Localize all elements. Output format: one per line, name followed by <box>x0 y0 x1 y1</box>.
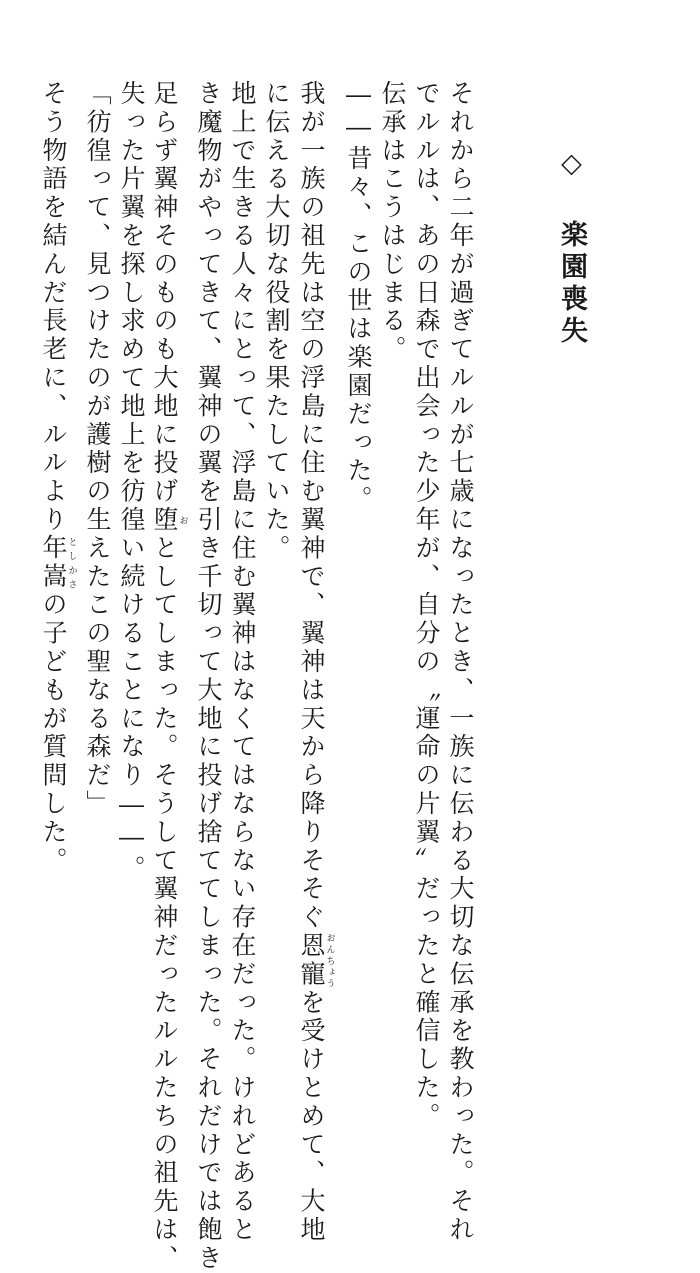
text-segment: を受けとめて、大地 <box>297 988 326 1245</box>
text-line-7: 地上で生きる人々にとって、浮島に住む翼神はなくてはならない存在だった。けれどあると <box>228 80 257 1245</box>
ruby-reading: おんちょう <box>324 932 335 989</box>
text-segment: 足らず翼神そのものも大地に投げ <box>150 80 179 506</box>
ruby-reading: お <box>177 506 188 535</box>
text-line-10: 失った片翼を探し求めて地上を彷徨い続けることになり――。 <box>117 80 146 884</box>
text-line-8: き魔物がやってきて、翼神の翼を引き千切って大地に投げ捨ててしまった。それだけでは飽き <box>194 80 223 1273</box>
text-line-6: に伝える大切な役割を果たしていた。 <box>262 80 291 563</box>
text-segment: そう物語を結んだ長老に、ルルより <box>39 80 68 535</box>
ruby-toshikasa <box>39 534 77 592</box>
section-heading: ◇ 楽園喪失 <box>556 148 587 348</box>
text-segment: 我が一族の祖先は空の浮島に住む翼神で、翼神は天から降りそそぐ <box>297 80 326 932</box>
text-line-12 <box>38 80 77 875</box>
text-line-1: それから二年が過ぎてルルが七歳になったとき、一族に伝わる大切な伝承を教わった。それ <box>446 80 475 1245</box>
text-line-4: ――昔々、この世は楽園だった。 <box>344 80 373 514</box>
text-line-5 <box>296 80 335 1244</box>
ruby-base: 堕 <box>150 506 179 535</box>
ruby-onchou <box>297 932 335 989</box>
text-segment: としてしまった。そうして翼神だったルルたちの祖先は、 <box>150 534 179 1273</box>
text-line-2: でルルは、あの日森で出会った少年が、自分の〝運命の片翼〟だったと確信した。 <box>412 80 441 1131</box>
text-segment: の子どもが質問した。 <box>39 591 68 876</box>
ruby-otoshi <box>150 506 188 535</box>
text-line-11: 「彷徨って、見つけたのが護樹の生えたこの聖なる森だ」 <box>83 80 112 819</box>
ruby-reading: としかさ <box>66 534 77 592</box>
ruby-base: 恩寵 <box>297 932 326 989</box>
text-line-3: 伝承はこうはじまる。 <box>378 80 407 364</box>
ruby-base: 年嵩 <box>39 534 68 592</box>
text-line-9 <box>149 80 188 1273</box>
